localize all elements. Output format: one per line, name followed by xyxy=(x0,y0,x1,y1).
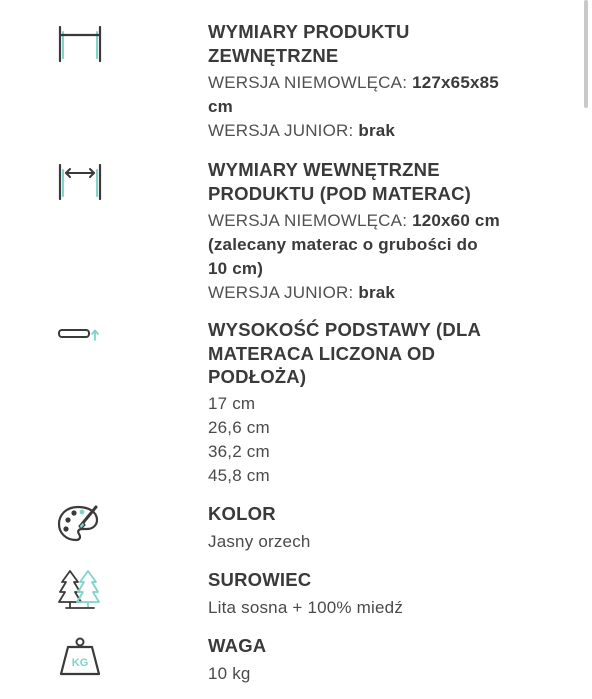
mattress-height-icon xyxy=(56,322,108,366)
infant-version-line: WERSJA NIEMOWLĘCA: 120x60 cm (zalecany materac o grubości do 10 cm) xyxy=(208,211,500,278)
spec-title: KOLOR xyxy=(208,503,276,524)
spec-material-text xyxy=(208,568,548,620)
spec-title: WYMIARY WEWNĘTRZNE PRODUKTU (POD MATERAC) xyxy=(208,159,472,204)
weight-value: 10 kg xyxy=(208,663,251,683)
spec-color-text xyxy=(208,502,548,554)
palette-brush-icon xyxy=(56,502,108,546)
color-value: Jasny orzech xyxy=(208,531,311,551)
spec-title: SUROWIEC xyxy=(208,569,312,590)
junior-version-line: WERSJA JUNIOR: brak xyxy=(208,121,396,140)
spec-title: WAGA xyxy=(208,635,267,656)
base-height-values xyxy=(208,392,548,488)
junior-version-line: WERSJA JUNIOR: brak xyxy=(208,283,396,302)
base-height-value: 45,8 cm xyxy=(208,465,270,485)
weight-kg-icon xyxy=(56,636,108,680)
bed-frame-inner-arrow-icon xyxy=(56,162,108,206)
base-height-value: 17 cm xyxy=(208,393,256,413)
spec-title: WYSOKOŚĆ PODSTAWY (DLA MATERACA LICZONA OD PODŁOŻA) xyxy=(208,319,482,387)
scrollbar[interactable] xyxy=(584,0,588,108)
spec-outer-dimensions-text xyxy=(208,20,548,143)
weight-icon-label: KG xyxy=(71,657,89,669)
material-value: Lita sosna + 100% miedź xyxy=(208,597,404,617)
bed-frame-outer-icon xyxy=(56,24,108,68)
spec-inner-dimensions-text xyxy=(208,158,548,305)
pine-trees-icon xyxy=(56,568,108,612)
spec-title: WYMIARY PRODUKTU ZEWNĘTRZNE xyxy=(208,21,410,66)
base-height-value: 36,2 cm xyxy=(208,441,270,461)
spec-base-height-text xyxy=(208,318,548,488)
base-height-value: 26,6 cm xyxy=(208,417,270,437)
infant-version-line: WERSJA NIEMOWLĘCA: 127x65x85 cm xyxy=(208,73,499,116)
spec-weight-text xyxy=(208,634,548,686)
